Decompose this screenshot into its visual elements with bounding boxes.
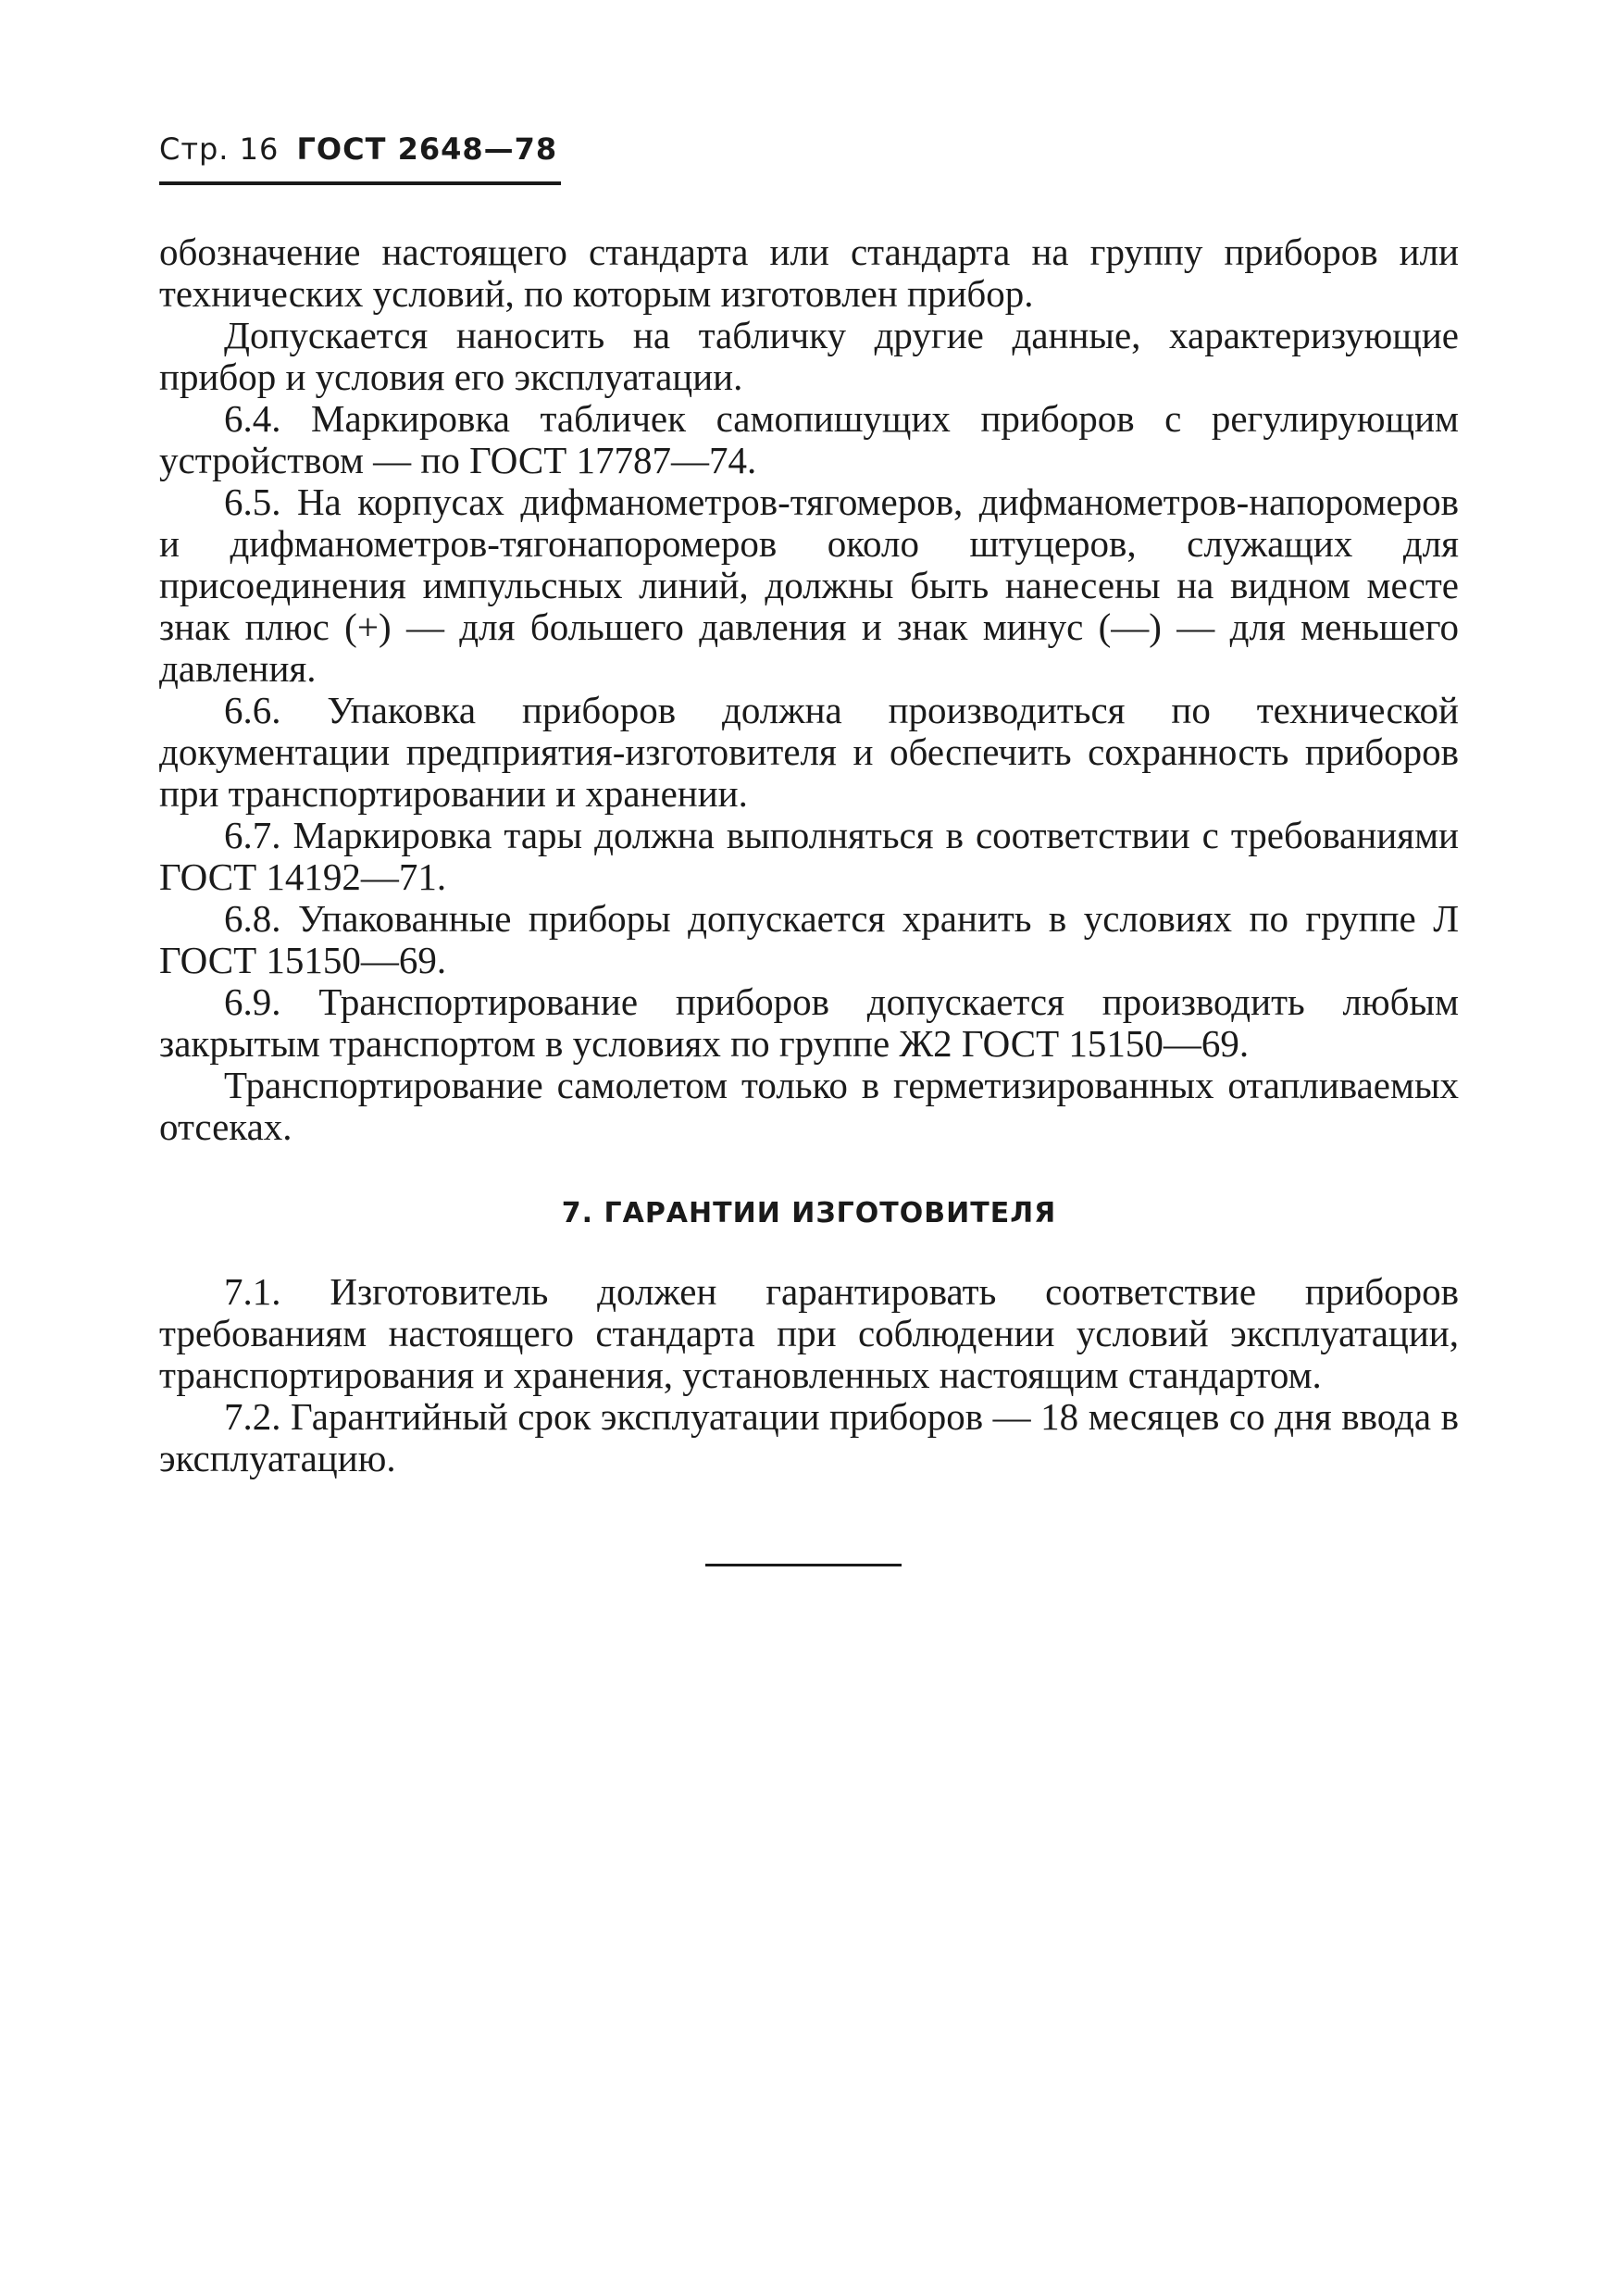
- clause-6-8: 6.8. Упакованные приборы допускается хранить в условиях по группе Л ГОСТ 15150—69.: [159, 897, 1459, 981]
- clause-7-2: 7.2. Гарантийный срок эксплуатации приборов — 18 месяцев со дня ввода в эксплуатацию.: [159, 1395, 1459, 1479]
- header-rule: [159, 181, 561, 185]
- clause-6-5: 6.5. На корпусах дифманометров-тягомеров, дифманометров-напоромеров и дифманометров-тягонапоромеров около штуцеров, служащих для присоединения импульсных линий, должны быть нанесены на видном месте знак плюс (+) — для большего давления и знак минус (—) — для меньшего давления.: [159, 480, 1459, 690]
- standard-designation: ГОСТ 2648—78: [296, 131, 558, 167]
- page-number: Стр. 16: [159, 131, 280, 167]
- body-text: [159, 231, 1459, 1479]
- paragraph: Транспортирование самолетом только в герметизированных отапливаемых отсеках.: [159, 1064, 1459, 1148]
- clause-6-7: 6.7. Маркировка тары должна выполняться в соответствии с требованиями ГОСТ 14192—71.: [159, 814, 1459, 898]
- clause-6-4: 6.4. Маркировка табличек самопишущих приборов с регулирующим устройством — по ГОСТ 17787—74.: [159, 397, 1459, 481]
- section-title: 7. ГАРАНТИИ ИЗГОТОВИТЕЛЯ: [561, 1197, 1057, 1229]
- paragraph-continuation: обозначение настоящего стандарта или стандарта на группу приборов или технических условий, по которым изготовлен прибор.: [159, 231, 1459, 315]
- end-rule: [705, 1564, 902, 1566]
- paragraph: Допускается наносить на табличку другие данные, характеризующие прибор и условия его эксплуатации.: [159, 314, 1459, 398]
- running-header: [159, 131, 557, 167]
- clause-7-1: 7.1. Изготовитель должен гарантировать соответствие приборов требованиям настоящего стандарта при соблюдении условий эксплуатации, транспортирования и хранения, установленных настоящим стандартом.: [159, 1270, 1459, 1396]
- clause-6-9: 6.9. Транспортирование приборов допускается производить любым закрытым транспортом в условиях по группе Ж2 ГОСТ 15150—69.: [159, 980, 1459, 1065]
- clause-6-6: 6.6. Упаковка приборов должна производиться по технической документации предприятия-изготовителя и обеспечить сохранность приборов при транспортировании и хранении.: [159, 689, 1459, 815]
